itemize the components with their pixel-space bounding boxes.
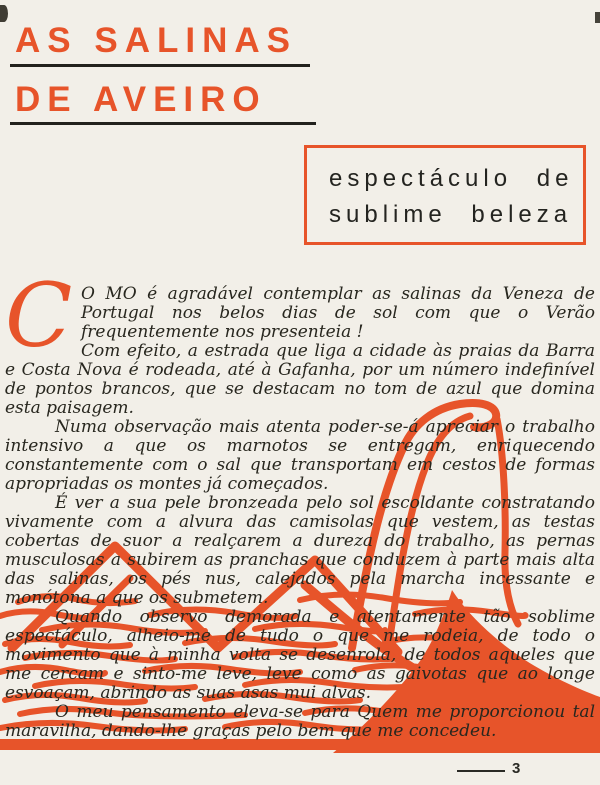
subtitle-box bbox=[304, 145, 586, 245]
article-paragraph: É ver a sua pele bronzeada pelo sol escoldante constratando vivamente com a alvura das camisolas que vestem, as testas cobertas de suor a realçarem a dureza do trabalho, as pernas musculosas a subirem as pranchas que conduzem à parte mais alta das salinas, os pés nus, calejados pela marcha incessante e monótona a que os submetem. bbox=[5, 493, 595, 608]
paragraph-text: O MO é agradável contemplar as salinas da Veneza de Portugal nos belos dias de sol com que o Verão frequentemente nos presenteia ! bbox=[81, 284, 595, 342]
page-title-line2: DE AVEIRO bbox=[15, 80, 267, 119]
article-paragraph: Numa observação mais atenta poder-se-á apreciar o trabalho intensivo a que os marnotos se entregam, enriquecendo constantemente com o sal que transportam em cestos de formas apropriadas os montes já começados. bbox=[5, 417, 595, 494]
article-paragraph: Quando observo demorada e atentamente tão soblime espectáculo, alheio-me de tudo o que me rodeia, de todo o movimento que à minha volta se desenrola, de todos aqueles que me cercam e sinto-me leve, leve como as gaivotas que ao longe esvoaçam, abrindo as suas asas mui alvas. bbox=[5, 607, 595, 703]
page-number: 3 bbox=[512, 760, 521, 777]
article-body bbox=[5, 264, 595, 741]
footer-rule bbox=[457, 770, 505, 772]
print-artifact bbox=[0, 5, 8, 22]
subtitle-line1: espectáculo de bbox=[329, 165, 574, 192]
title-underline-1 bbox=[10, 64, 310, 67]
article-paragraph: Com efeito, a estrada que liga a cidade às praias da Barra e Costa Nova é rodeada, até à Gafanha, por um número indefinível de pontos brancos, que se destacam no tom de azul que domina esta paisagem. bbox=[5, 341, 595, 418]
article-paragraph bbox=[5, 264, 595, 367]
print-artifact bbox=[595, 12, 600, 23]
subtitle-line2: sublime beleza bbox=[329, 201, 573, 228]
article-paragraph: O meu pensamento eleva-se para Quem me proporcionou tal maravilha, dando-lhe graças pelo bem que me concedeu. bbox=[5, 702, 595, 741]
drop-cap-letter: C bbox=[5, 264, 73, 367]
title-underline-2 bbox=[10, 122, 316, 125]
page-title-line1: AS SALINAS bbox=[15, 21, 297, 60]
